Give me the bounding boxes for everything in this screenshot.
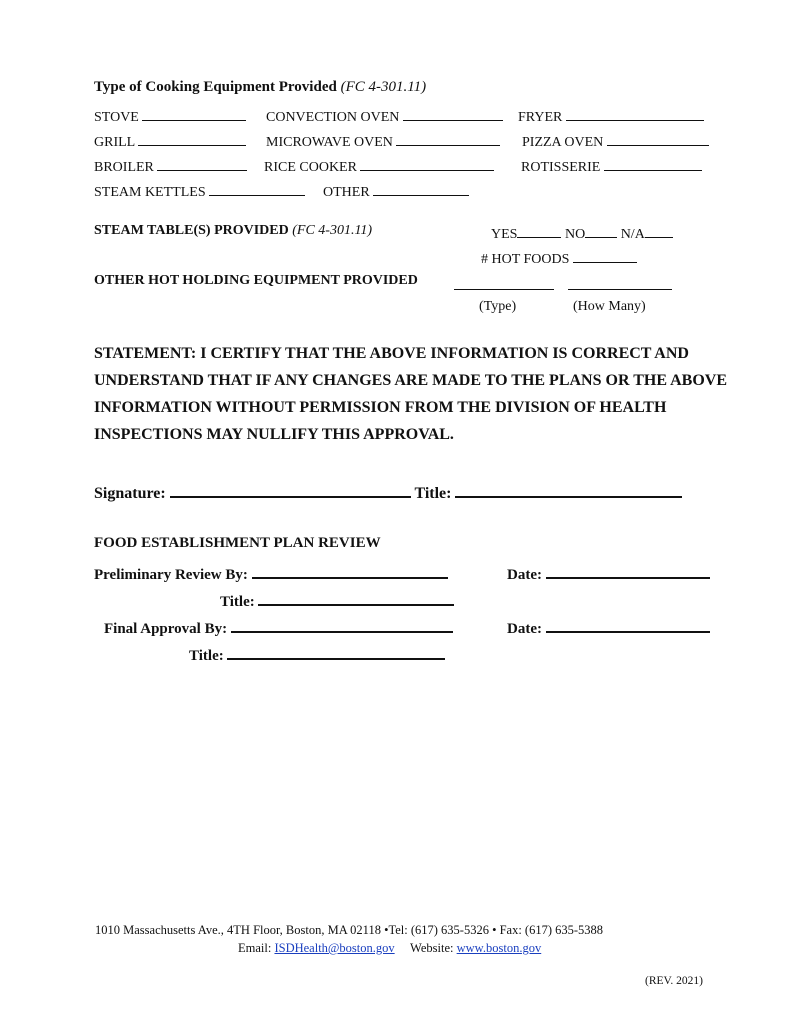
plan-review-heading: FOOD ESTABLISHMENT PLAN REVIEW xyxy=(94,535,381,551)
other-blank[interactable] xyxy=(373,181,469,196)
stove-blank[interactable] xyxy=(142,106,246,121)
signature-row: Signature: Title: xyxy=(94,481,682,503)
final-title-row: Title: xyxy=(189,643,445,665)
other-hot-type-blank[interactable] xyxy=(454,275,554,290)
equip-rotisserie: ROTISSERIE xyxy=(521,156,702,176)
preliminary-date-blank[interactable] xyxy=(546,562,710,579)
website-link[interactable]: www.boston.gov xyxy=(456,941,542,955)
equip-pizza-oven: PIZZA OVEN xyxy=(522,131,709,151)
final-approval-blank[interactable] xyxy=(231,616,453,633)
broiler-blank[interactable] xyxy=(157,156,247,171)
steam-table-label: STEAM TABLE(S) PROVIDED (FC 4-301.11) xyxy=(94,223,373,238)
preliminary-title-row: Title: xyxy=(220,589,454,611)
hot-foods-blank[interactable] xyxy=(573,248,637,263)
certification-statement: STATEMENT: I CERTIFY THAT THE ABOVE INFORMATION IS CORRECT AND UNDERSTAND THAT IF ANY CHANGES ARE MADE TO THE PLANS OR THE ABOVE INFORMATION WITHOUT PERMISSION FROM THE DIVISION OF HEALTH INSPECTIONS MAY NULLIFY THIS APPROVAL. xyxy=(94,345,728,443)
equip-broiler: BROILER xyxy=(94,156,247,176)
steam-table-options: YES NO N/A xyxy=(491,223,673,243)
hot-foods-field: # HOT FOODS xyxy=(481,248,637,268)
type-caption: (Type) xyxy=(479,299,517,314)
equip-grill: GRILL xyxy=(94,131,246,151)
equip-rice-cooker: RICE COOKER xyxy=(264,156,494,176)
footer-address: 1010 Massachusetts Ave., 4TH Floor, Boston, MA 02118 •Tel: (617) 635-5326 • Fax: (617) 635-5388 xyxy=(95,923,604,937)
steam-table-code: (FC 4-301.11) xyxy=(292,223,373,238)
grill-blank[interactable] xyxy=(138,131,246,146)
other-hot-how-many-blank[interactable] xyxy=(568,275,672,290)
equip-steam-kettles: STEAM KETTLES xyxy=(94,181,305,201)
preliminary-review-row: Preliminary Review By: xyxy=(94,562,448,584)
equip-stove: STOVE xyxy=(94,106,246,126)
microwave-oven-blank[interactable] xyxy=(396,131,500,146)
signature-blank[interactable] xyxy=(170,481,411,498)
rotisserie-blank[interactable] xyxy=(604,156,702,171)
rice-cooker-blank[interactable] xyxy=(360,156,494,171)
final-approval-row: Final Approval By: xyxy=(104,616,453,638)
revision-label: (REV. 2021) xyxy=(645,975,703,987)
equip-microwave-oven: MICROWAVE OVEN xyxy=(266,131,500,151)
footer-contact: Email: ISDHealth@boston.gov Website: www.boston.gov xyxy=(238,941,542,955)
final-title-blank[interactable] xyxy=(227,643,445,660)
email-link[interactable]: ISDHealth@boston.gov xyxy=(274,941,395,955)
equip-convection-oven: CONVECTION OVEN xyxy=(266,106,503,126)
preliminary-date-row: Date: xyxy=(507,562,710,584)
how-many-caption: (How Many) xyxy=(573,299,646,314)
final-date-row: Date: xyxy=(507,616,710,638)
final-date-blank[interactable] xyxy=(546,616,710,633)
convection-oven-blank[interactable] xyxy=(403,106,503,121)
signature-title-blank[interactable] xyxy=(455,481,682,498)
equip-fryer: FRYER xyxy=(518,106,704,126)
preliminary-review-blank[interactable] xyxy=(252,562,448,579)
equip-other: OTHER xyxy=(323,181,469,201)
steam-yes-blank[interactable] xyxy=(517,223,561,238)
cooking-heading: Type of Cooking Equipment Provided (FC 4-301.11) xyxy=(94,79,427,95)
steam-na-blank[interactable] xyxy=(645,223,673,238)
other-hot-holding-label: OTHER HOT HOLDING EQUIPMENT PROVIDED xyxy=(94,273,418,288)
steam-kettles-blank[interactable] xyxy=(209,181,305,196)
steam-no-blank[interactable] xyxy=(585,223,617,238)
pizza-oven-blank[interactable] xyxy=(607,131,709,146)
preliminary-title-blank[interactable] xyxy=(258,589,454,606)
fryer-blank[interactable] xyxy=(566,106,704,121)
cooking-code: (FC 4-301.11) xyxy=(340,79,427,95)
